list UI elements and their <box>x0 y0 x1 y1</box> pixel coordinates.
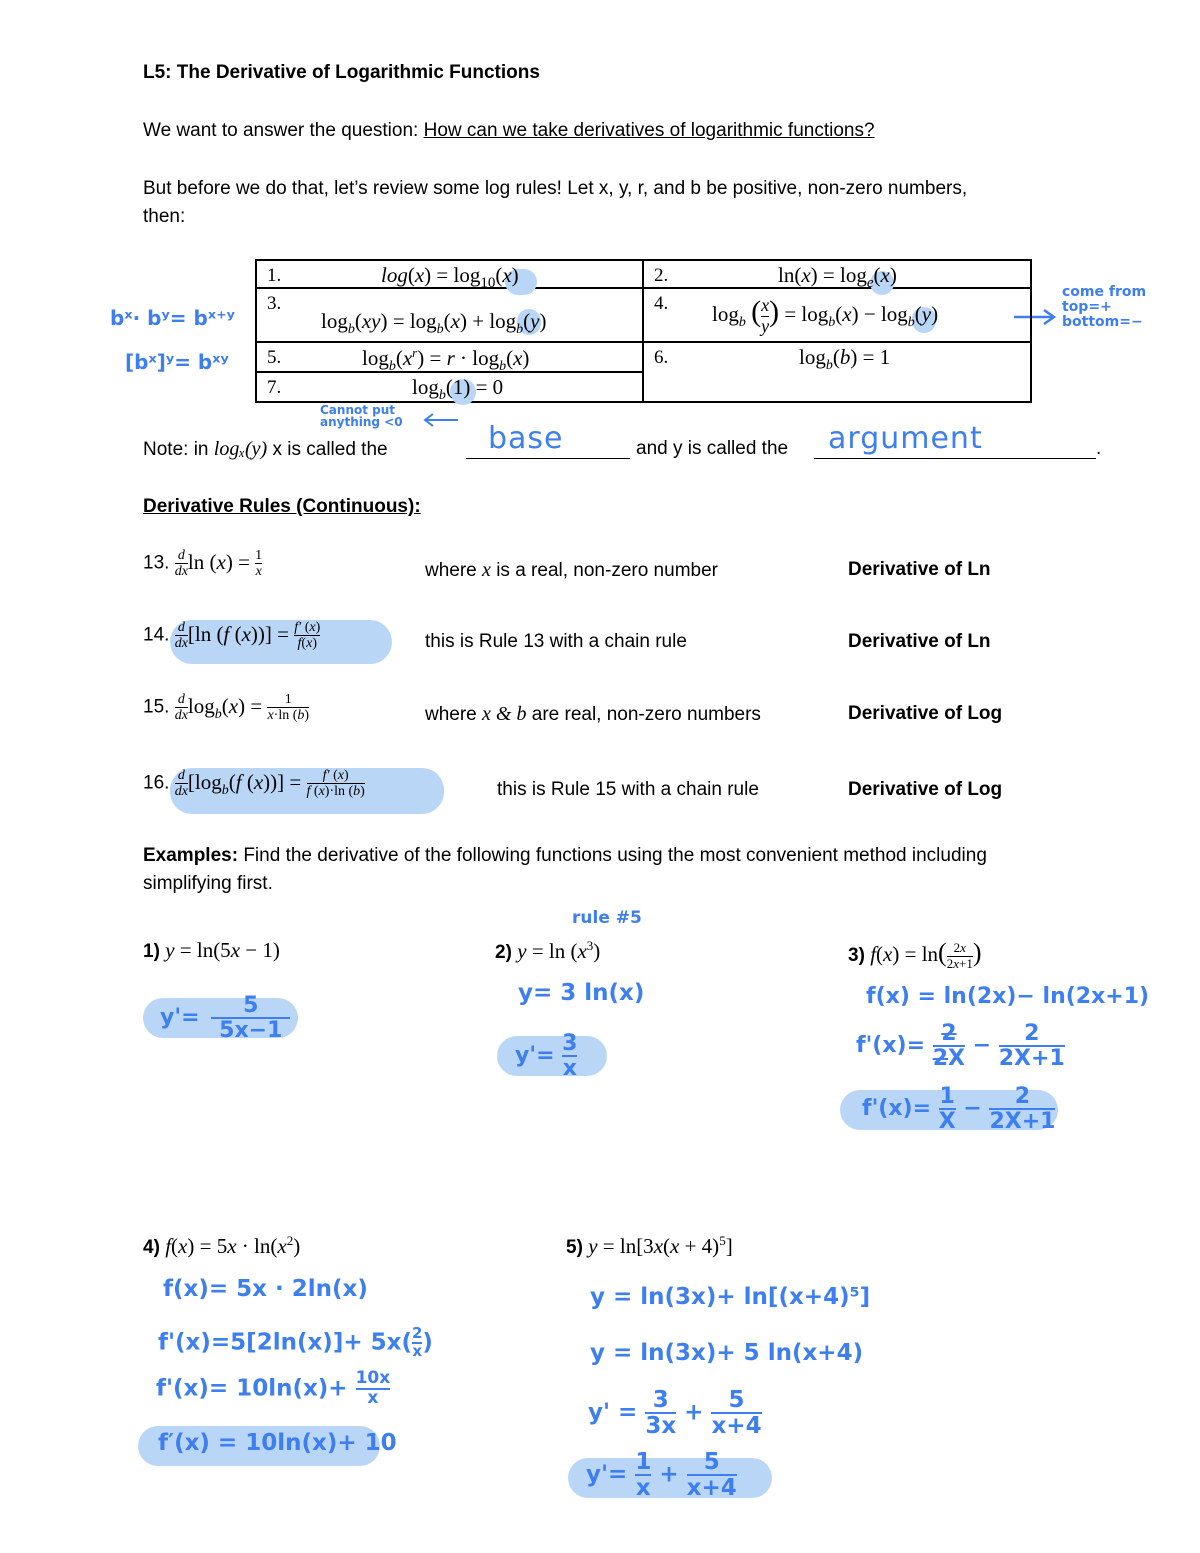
rule-number: 7. <box>267 377 282 398</box>
rule-4-formula: $\log_b$ ( $\frac{x}{y}$ ) = $\log_b(x) - \log_b(y)$ <box>712 294 939 336</box>
rule-15-formula: $\frac{d}{dx}$ $\log_b(x)$ = $\frac{1}{x\cdot\ln (b)}$ <box>174 692 310 724</box>
desc-post: are real, non-zero numbers <box>531 704 761 725</box>
note-prefix: Note: in <box>143 439 209 460</box>
rule-16-formula: $\frac{d}{dx}$ [$\log_b(f$ (x))] = $\frac{f' (x)}{f (x)\cdot\ln (b)}$ <box>174 768 365 800</box>
example-2-problem: 2) $y = \ln (x^3)$ <box>495 938 601 963</box>
example-label: 3) <box>848 945 865 966</box>
blank-base-answer: base <box>488 421 564 456</box>
note-mid-2: and <box>636 438 668 459</box>
note-mid-3: y is called the <box>672 438 789 459</box>
example-1-problem: 1) y = ln(5x − 1) <box>143 938 280 962</box>
rule-number: 5. <box>267 347 282 368</box>
page-title: L5: The Derivative of Logarithmic Functions <box>143 62 540 83</box>
rule-5-formula: $\log_b(x^r) = r \cdot \log_b(x)$ <box>362 345 530 375</box>
rule-cell-4 <box>643 288 1031 342</box>
desc-var: x <box>482 559 491 581</box>
rule-13 <box>143 548 262 580</box>
rule-14-name: Derivative of Ln <box>848 631 991 652</box>
rule-14 <box>143 620 320 652</box>
cannot-line-2: anything <0 <box>320 415 403 429</box>
rule-1-formula: $\log(x) = \log_{10}(x)$ <box>381 263 519 292</box>
rule-7-formula: $\log_b(1) = 0$ <box>412 375 504 404</box>
example-label: 1) <box>143 941 160 962</box>
example-4-problem: 4) $f(x) = 5x \cdot \ln(x^2)$ <box>143 1233 301 1258</box>
note-mid-1: x is called the <box>272 439 388 460</box>
desc-pre: where <box>425 560 477 581</box>
question-line <box>143 120 875 142</box>
arrow-left-icon <box>422 408 462 428</box>
question-intro: We want to answer the question: <box>143 120 419 141</box>
rule-16-name: Derivative of Log <box>848 779 1003 800</box>
example-5-work-4: y'= $\frac{1}{x}$ + $\frac{5}{x+4}$ <box>586 1449 737 1502</box>
example-3-work-1: f(x) = ln(2x)− ln(2x+1) <box>866 984 1150 1009</box>
blank-base <box>466 458 630 459</box>
blank-argument <box>814 458 1096 459</box>
question-text: How can we take derivatives of logarithmic functions? <box>423 120 875 141</box>
examples-text-1: Find the derivative of the following functions using the most convenient method including <box>243 845 987 866</box>
rule-cell-7 <box>256 372 643 402</box>
note-and <box>636 438 788 460</box>
rule-cell-5 <box>256 342 643 375</box>
examples-label: Examples: <box>143 845 239 866</box>
cannot-note <box>320 404 403 428</box>
example-4-work-2: f'(x)=5[2ln(x)]+ 5x( $\frac{2}{x}$ ) <box>158 1324 433 1360</box>
example-label: 2) <box>495 942 512 963</box>
example-3-work-2: f'(x)= $\frac{2}{2X}$ − $\frac{2}{2X+1}$ <box>856 1021 1065 1072</box>
rule-number: 4. <box>654 293 669 314</box>
example-label: 4) <box>143 1237 160 1258</box>
desc-post: is a real, non-zero number <box>496 560 718 581</box>
rule-number: 2. <box>654 265 669 286</box>
note-expr: logₓ(y) <box>213 438 268 460</box>
rule-cell-2 <box>643 260 1031 292</box>
rule-14-number: 14. <box>143 624 170 646</box>
review-line-2: then: <box>143 206 186 227</box>
rule-6-formula: $\log_b(b) = 1$ <box>799 345 891 374</box>
examples-intro <box>143 845 987 867</box>
example-5-work-1: y = ln(3x)+ ln[(x+4)⁵] <box>590 1284 871 1310</box>
example-5-problem: 5) $y = \ln[3x(x + 4)^5]$ <box>566 1233 733 1258</box>
rule-cell-3 <box>256 288 643 342</box>
blank-argument-answer: argument <box>828 421 983 456</box>
example-4-work-1: f(x)= 5x · 2ln(x) <box>163 1276 368 1302</box>
example-3-problem: 3) f(x) = ln( $\frac{2x}{2x+1}$ ) <box>848 938 982 971</box>
note-line <box>143 438 388 461</box>
rule-16-number: 16. <box>143 772 170 794</box>
arrow-note-line-3: bottom=− <box>1062 314 1143 330</box>
example-1-work-1: y'= $\frac{5}{5x-1}$ <box>160 994 290 1042</box>
rule-15 <box>143 692 309 724</box>
example-5-work-3: y' = $\frac{3}{3x}$ + $\frac{5}{x+4}$ <box>588 1387 762 1440</box>
rule-14-desc: this is Rule 13 with a chain rule <box>425 631 687 652</box>
rule-cell-6 <box>643 342 1031 402</box>
desc-pre: where <box>425 704 477 725</box>
rule-cell-1 <box>256 260 643 292</box>
example-3-work-3: f'(x)= $\frac{1}{X}$ − $\frac{2}{2X+1}$ <box>862 1084 1056 1135</box>
derivative-heading: Derivative Rules (Continuous): <box>143 496 421 517</box>
rule-15-number: 15. <box>143 696 170 718</box>
rule-13-formula: $\frac{d}{dx}$ ln (x) = $\frac{1}{x}$ <box>174 548 263 580</box>
arrow-note-line-1: come from <box>1062 284 1147 300</box>
arrow-note-line-2: top=+ <box>1062 299 1112 315</box>
example-2-work-2: y'= $\frac{3}{x}$ <box>515 1031 578 1082</box>
rule-14-formula: $\frac{d}{dx}$ [ln (f (x))] = $\frac{f' (x)}{f(x)}$ <box>174 620 321 652</box>
note-end: . <box>1096 438 1102 459</box>
rule-number: 6. <box>654 347 669 368</box>
rule-15-name: Derivative of Log <box>848 703 1003 724</box>
example-4-work-4: f′(x) = 10ln(x)+ 10 <box>158 1430 397 1456</box>
margin-arrow-note <box>1062 285 1146 330</box>
rule-number: 3. <box>267 293 282 314</box>
log-rules-table <box>255 259 1032 403</box>
example-label: 5) <box>566 1237 583 1258</box>
cannot-line-1: Cannot put <box>320 403 396 417</box>
rule-number: 1. <box>267 265 282 286</box>
rule-2-formula: $\ln(x) = \log_e(x)$ <box>778 263 897 292</box>
rule-16 <box>143 768 365 800</box>
rule-13-number: 13. <box>143 552 170 574</box>
review-line-1: But before we do that, let’s review some log rules! Let x, y, r, and b be positive, non-zero numbers, <box>143 178 968 199</box>
rule-13-desc <box>425 559 718 582</box>
example-5-work-2: y = ln(3x)+ 5 ln(x+4) <box>590 1340 864 1366</box>
desc-var: x & b <box>482 703 527 725</box>
example-2-note: rule #5 <box>572 908 642 928</box>
examples-text-2: simplifying first. <box>143 873 273 894</box>
margin-exp-rule-2: [bˣ]ʸ= bˣʸ <box>125 350 229 374</box>
example-4-work-3: f'(x)= 10ln(x)+ $\frac{10x}{x}$ <box>156 1368 391 1408</box>
rule-3-formula: $\log_b(xy) = \log_b(x) + \log_b(y)$ <box>321 309 547 338</box>
rule-13-name: Derivative of Ln <box>848 559 991 580</box>
rule-15-desc <box>425 703 761 726</box>
margin-exp-rule-1: bˣ· bʸ= bˣ⁺ʸ <box>110 306 235 330</box>
example-2-work-1: y= 3 ln(x) <box>518 980 645 1006</box>
rule-16-desc: this is Rule 15 with a chain rule <box>497 779 759 800</box>
